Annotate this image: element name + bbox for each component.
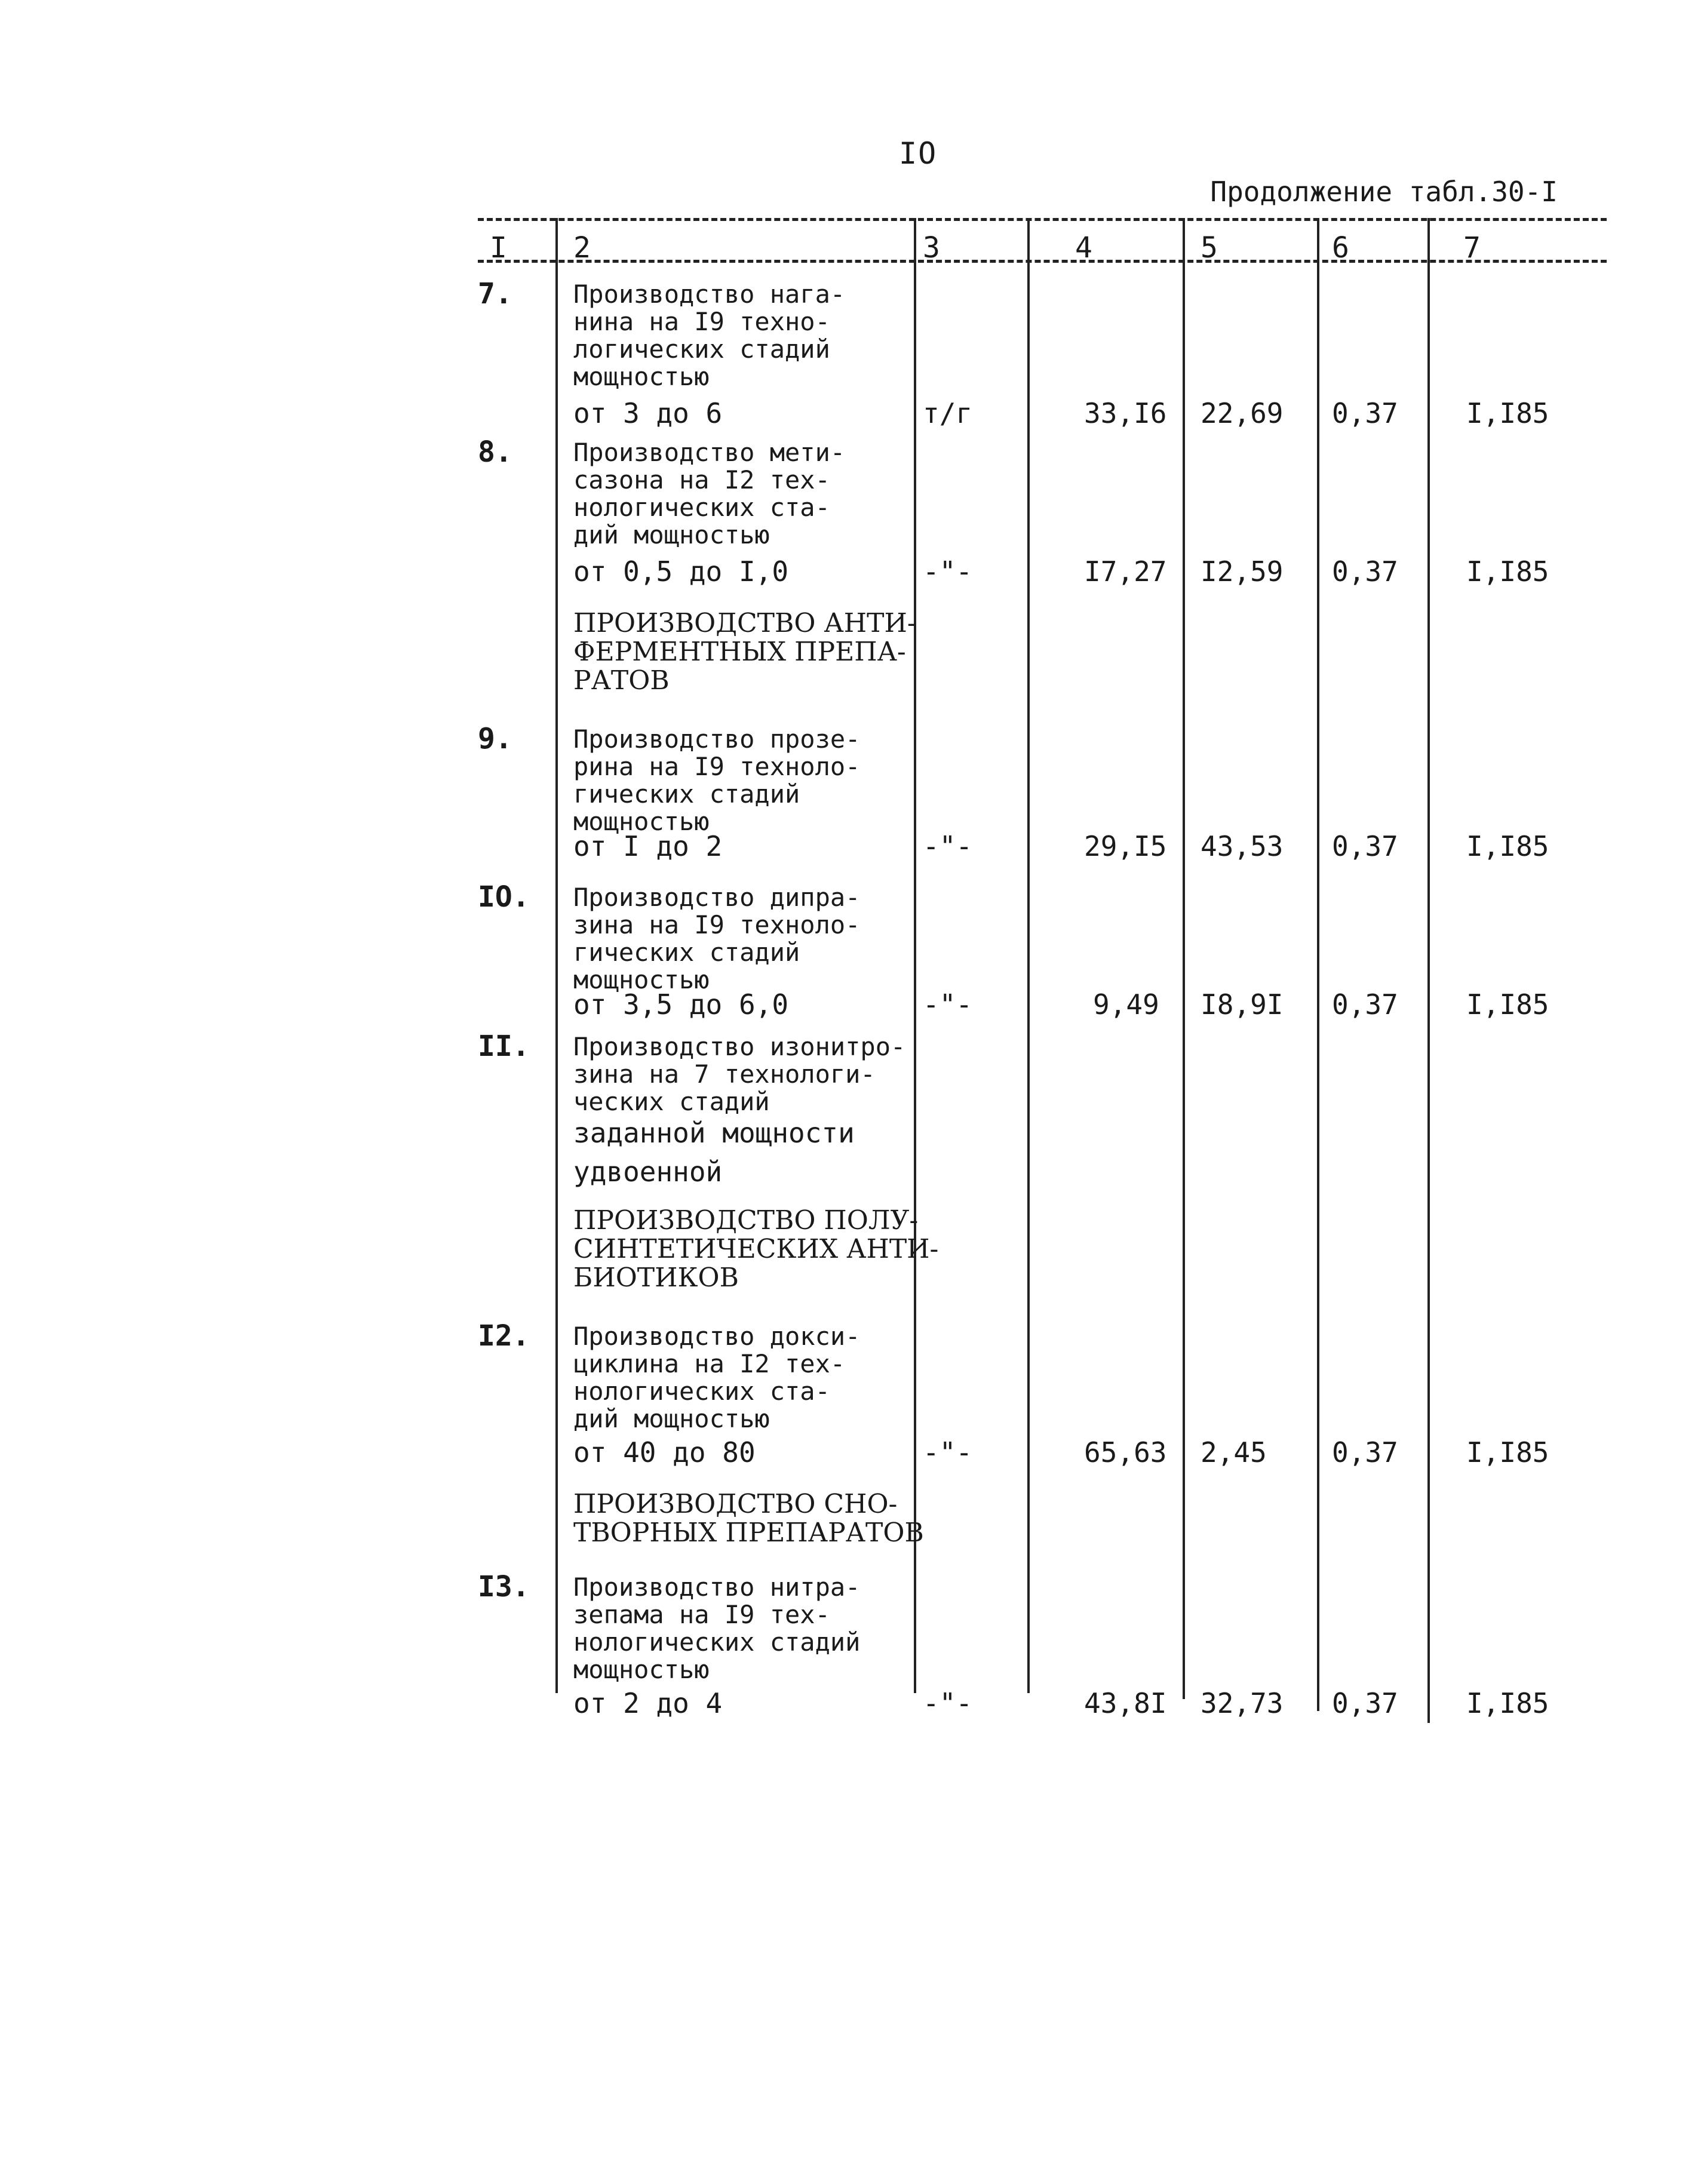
row-number: 8. bbox=[478, 435, 512, 469]
column-header-4: 4 bbox=[1075, 231, 1092, 265]
row-col7-value: I,I85 bbox=[1466, 988, 1549, 1021]
column-separator bbox=[1427, 218, 1430, 1723]
column-separator bbox=[1317, 218, 1319, 1711]
table-continuation-label: Продолжение табл.30-I bbox=[1210, 176, 1558, 208]
row-option-given-capacity: заданной мощности bbox=[573, 1117, 855, 1149]
row-col6-value: 0,37 bbox=[1332, 1687, 1398, 1719]
row-col6-value: 0,37 bbox=[1332, 988, 1398, 1021]
row-number: 7. bbox=[478, 277, 512, 311]
column-header-3: 3 bbox=[923, 231, 940, 265]
row-capacity-range: от 2 до 4 bbox=[573, 1687, 723, 1719]
row-col5-value: I8,9I bbox=[1201, 988, 1284, 1021]
header-bottom-rule bbox=[478, 260, 1607, 263]
section-heading: ПРОИЗВОДСТВО ПОЛУ- СИНТЕТИЧЕСКИХ АНТИ- БИОТИКОВ bbox=[573, 1205, 939, 1293]
row-capacity-range: от 40 до 80 bbox=[573, 1436, 756, 1469]
row-col6-value: 0,37 bbox=[1332, 397, 1398, 429]
row-col4-value: 43,8I bbox=[1084, 1687, 1167, 1719]
row-number: 9. bbox=[478, 722, 512, 755]
row-col5-value: 2,45 bbox=[1201, 1436, 1267, 1469]
row-col7-value: I,I85 bbox=[1466, 397, 1549, 429]
row-col4-value: 9,49 bbox=[1093, 988, 1159, 1021]
row-number: IO. bbox=[478, 880, 530, 914]
row-col4-value: 65,63 bbox=[1084, 1436, 1167, 1469]
row-col5-value: 22,69 bbox=[1201, 397, 1284, 429]
row-number: II. bbox=[478, 1030, 530, 1063]
row-description: Производство прозе- рина на I9 техноло- гических стадий мощностью bbox=[573, 724, 861, 836]
row-unit: -"- bbox=[923, 1687, 973, 1719]
column-header-2: 2 bbox=[573, 231, 591, 265]
row-capacity-range: от I до 2 bbox=[573, 830, 723, 862]
column-separator bbox=[1027, 218, 1030, 1693]
header-top-rule bbox=[478, 218, 1607, 221]
row-col7-value: I,I85 bbox=[1466, 555, 1549, 588]
row-col6-value: 0,37 bbox=[1332, 1436, 1398, 1469]
row-description: Производство нага- нина на I9 техно- логических стадий мощностью bbox=[573, 279, 846, 391]
row-unit: т/г bbox=[923, 397, 973, 429]
row-description: Производство нитра- зепама на I9 тех- нологических стадий мощностью bbox=[573, 1572, 861, 1684]
column-header-5: 5 bbox=[1201, 231, 1218, 265]
row-description: Производство изонитро- зина на 7 технологи- ческих стадий bbox=[573, 1032, 906, 1116]
row-col4-value: I7,27 bbox=[1084, 555, 1167, 588]
row-capacity-range: от 3 до 6 bbox=[573, 397, 723, 429]
row-col6-value: 0,37 bbox=[1332, 555, 1398, 588]
row-unit: -"- bbox=[923, 988, 973, 1021]
row-option-doubled: удвоенной bbox=[573, 1156, 723, 1188]
row-description: Производство докси- циклина на I2 тех- нологических ста- дий мощностью bbox=[573, 1322, 861, 1433]
row-capacity-range: от 0,5 до I,0 bbox=[573, 555, 789, 588]
row-col7-value: I,I85 bbox=[1466, 1687, 1549, 1719]
column-header-6: 6 bbox=[1332, 231, 1349, 265]
row-col4-value: 33,I6 bbox=[1084, 397, 1167, 429]
row-unit: -"- bbox=[923, 830, 973, 862]
row-unit: -"- bbox=[923, 1436, 973, 1469]
page-number: IO bbox=[899, 136, 938, 171]
column-separator bbox=[555, 218, 558, 1693]
row-col6-value: 0,37 bbox=[1332, 830, 1398, 862]
section-heading: ПРОИЗВОДСТВО СНО- ТВОРНЫХ ПРЕПАРАТОВ bbox=[573, 1489, 924, 1548]
row-description: Производство дипра- зина на I9 техноло- гических стадий мощностью bbox=[573, 883, 861, 994]
row-unit: -"- bbox=[923, 555, 973, 588]
row-number: I2. bbox=[478, 1319, 530, 1353]
column-header-7: 7 bbox=[1463, 231, 1481, 265]
row-col5-value: 43,53 bbox=[1201, 830, 1284, 862]
section-heading: ПРОИЗВОДСТВО АНТИ- ФЕРМЕНТНЫХ ПРЕПА- РАТОВ bbox=[573, 608, 916, 696]
row-col5-value: 32,73 bbox=[1201, 1687, 1284, 1719]
row-col7-value: I,I85 bbox=[1466, 1436, 1549, 1469]
column-header-1: I bbox=[490, 231, 507, 265]
row-col4-value: 29,I5 bbox=[1084, 830, 1167, 862]
row-col5-value: I2,59 bbox=[1201, 555, 1284, 588]
column-separator bbox=[1183, 218, 1185, 1699]
row-number: I3. bbox=[478, 1570, 530, 1604]
row-capacity-range: от 3,5 до 6,0 bbox=[573, 988, 789, 1021]
data-table bbox=[478, 212, 1589, 1753]
row-description: Производство мети- сазона на I2 тех- нологических ста- дий мощностью bbox=[573, 438, 846, 549]
row-col7-value: I,I85 bbox=[1466, 830, 1549, 862]
